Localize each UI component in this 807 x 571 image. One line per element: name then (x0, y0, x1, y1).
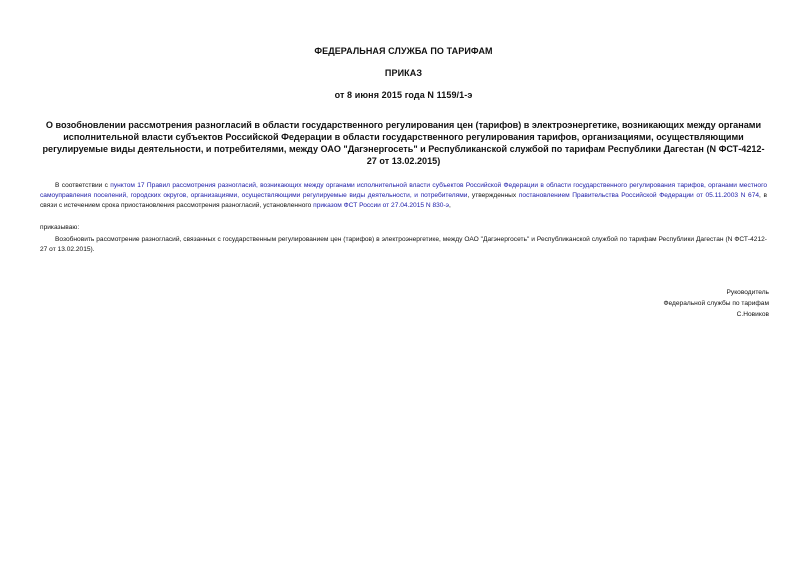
signature-role: Руководитель (726, 289, 769, 296)
resolution-paragraph: Возобновить рассмотрение разногласий, связанных с государственным регулированием цен (тарифов) в электроэнергетике, между ОАО "Дагэнергосеть" и Республиканской службой по тарифам Республики Дагестан (N ФСТ-4212-27 от 13.02.2015). (40, 236, 767, 253)
document-type: ПРИКАЗ (384, 68, 423, 78)
preamble-end: , (449, 202, 451, 209)
preamble-intro: В соответствии с (55, 182, 111, 189)
preamble-mid2: , в связи с истечением срока приостановления рассмотрения разногласий, установленного (40, 192, 767, 209)
agency-name: ФЕДЕРАЛЬНАЯ СЛУЖБА ПО ТАРИФАМ (314, 46, 493, 56)
orders-word: приказываю: (40, 224, 80, 231)
preamble-paragraph (40, 181, 767, 211)
signature-name: С.Новиков (736, 311, 769, 318)
signature-organization: Федеральной службы по тарифам (663, 300, 769, 307)
link-fst-order[interactable]: приказом ФСТ России от 27.04.2015 N 830-э (313, 202, 450, 209)
document-date-number: от 8 июня 2015 года N 1159/1-э (334, 90, 473, 100)
link-government-decree[interactable]: постановлением Правительства Российской Федерации от 05.11.2003 N 674 (518, 192, 760, 199)
link-rules-item-17[interactable]: пунктом 17 Правил рассмотрения разногласий, возникающих между органами исполнительной власти субъектов Российской Федерации в области государственного регулирования тарифов, органами местного самоуправления поселений, городских округов, организациями, осуществляющими регулируемые виды деятельности, и потребителями (40, 182, 768, 199)
document-title: О возобновлении рассмотрения разногласий в области государственного регулирования цен (тарифов) в электроэнергетике, возникающих между органами исполнительной власти субъектов Российской Федерации в области государственного регулирования тарифов, организациями, осуществляющими регулируемые виды деятельности, и потребителями, между ОАО "Дагэнергосеть" и Республиканской службой по тарифам Республики Дагестан (N ФСТ-4212-27 от 13.02.2015) (42, 120, 765, 166)
preamble-mid: , утвержденных (467, 192, 519, 199)
